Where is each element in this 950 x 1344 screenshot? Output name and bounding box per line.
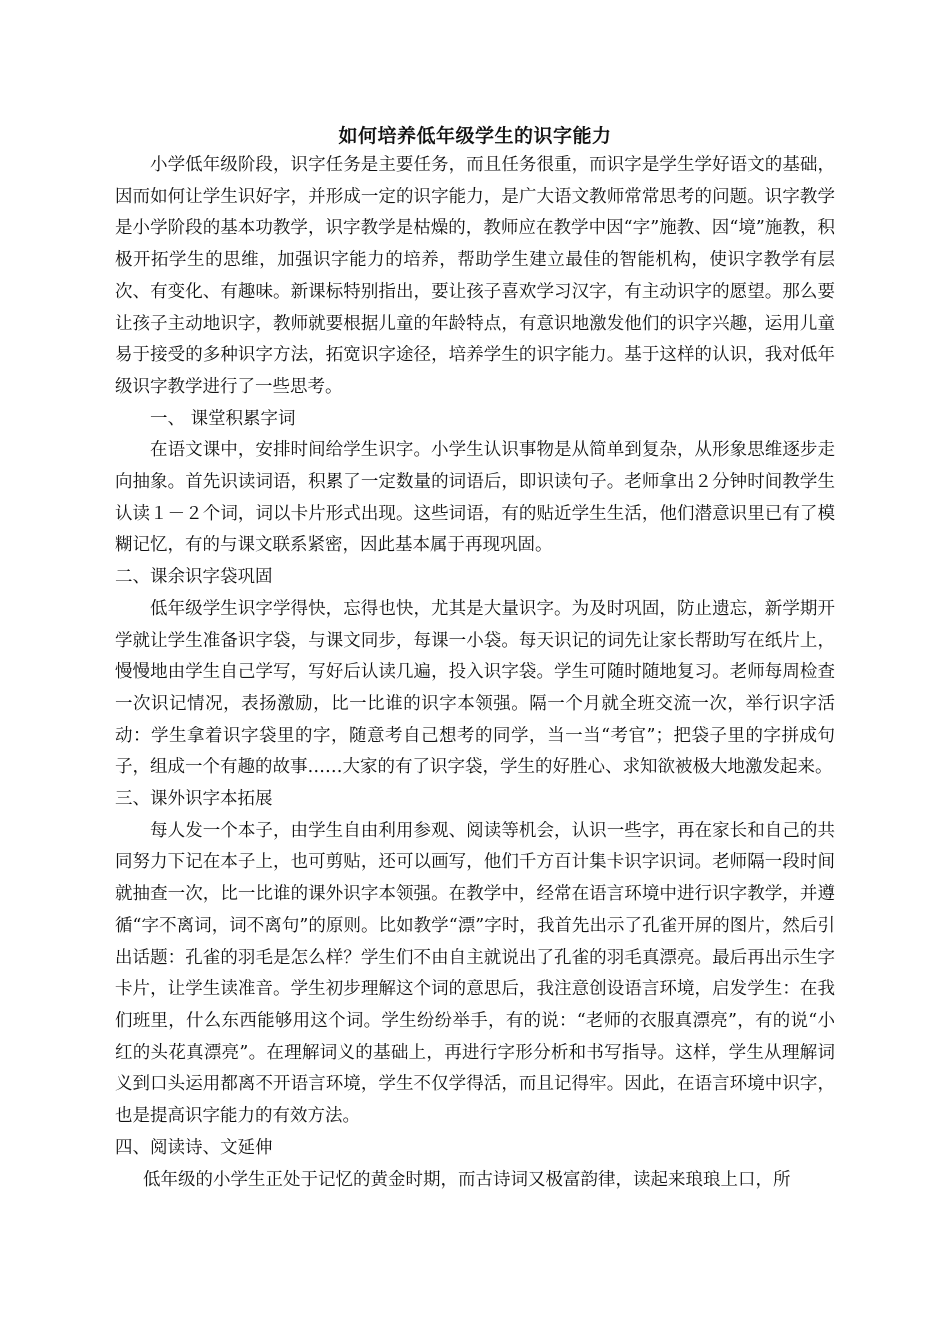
document-title: 如何培养低年级学生的识字能力: [338, 125, 612, 147]
intro-paragraph: 小学低年级阶段，识字任务是主要任务，而且任务很重，而识字是学生学好语文的基础，因而如何让学生识好字，并形成一定的识字能力，是广大语文教师常常思考的问题。识字教学是小学阶段的基本功教学，识字教学是枯燥的，教师应在教学中因“字”施教、因“境”施教，积极开拓学生的思维，加强识字能力的培养，帮助学生建立最佳的智能机构，使识字教学有层次、有变化、有趣味。新课标特别指出，要让孩子喜欢学习汉字，有主动识字的愿望。那么要让孩子主动地识字，教师就要根据儿童的年龄特点，有意识地激发他们的识字兴趣，运用儿童易于接受的多种识字方法，拓宽识字途径，培养学生的识字能力。基于这样的认识，我对低年级识字教学进行了一些思考。: [115, 155, 835, 397]
section-body-4: 低年级的小学生正处于记忆的黄金时期，而古诗词又极富韵律，读起来琅琅上口，所: [143, 1169, 791, 1190]
section-heading-3: 三、课外识字本拓展: [115, 789, 273, 810]
section-heading-1: 一、 课堂积累字词: [150, 408, 296, 429]
section-body-3: 每人发一个本子，由学生自由利用参观、阅读等机会，认识一些字，再在家长和自己的共同努力下记在本子上，也可剪贴，还可以画写，他们千方百计集卡识字识词。老师隔一段时间就抽查一次，比一比谁的课外识字本领强。在教学中，经常在语言环境中进行识字教学，并遵循“字不离词，词不离句”的原则。比如教学“漂”字时，我首先出示了孔雀开屏的图片，然后引出话题：孔雀的羽毛是怎么样？学生们不由自主就说出了孔雀的羽毛真漂亮。最后再出示生字卡片，让学生读准音。学生初步理解这个词的意思后，我注意创设语言环境，启发学生：在我们班里，什么东西能够用这个词。学生纷纷举手，有的说：“老师的衣服真漂亮”，有的说“小红的头花真漂亮”。在理解词义的基础上，再进行字形分析和书写指导。这样，学生从理解词义到口头运用都离不开语言环境，学生不仅学得活，而且记得牢。因此，在语言环境中识字，也是提高识字能力的有效方法。: [115, 820, 835, 1127]
section-body-1: 在语文课中，安排时间给学生识字。小学生认识事物是从简单到复杂，从形象思维逐步走向抽象。首先识读词语，积累了一定数量的词语后，即识读句子。老师拿出２分钟时间教学生认读１－２个词，词以卡片形式出现。这些词语，有的贴近学生生活，他们潜意识里已有了模糊记忆，有的与课文联系紧密，因此基本属于再现巩固。: [115, 440, 835, 556]
document-body: [115, 150, 835, 1196]
section-heading-2: 二、课余识字袋巩固: [115, 567, 273, 588]
section-body-2: 低年级学生识字学得快，忘得也快，尤其是大量识字。为及时巩固，防止遗忘，新学期开学就让学生准备识字袋，与课文同步，每课一小袋。每天识记的词先让家长帮助写在纸片上，慢慢地由学生自己学写，写好后认读几遍，投入识字袋。学生可随时随地复习。老师每周检查一次识记情况，表扬激励，比一比谁的识字本领强。隔一个月就全班交流一次，举行识字活动：学生拿着识字袋里的字，随意考自己想考的同学，当一当“考官”；把袋子里的字拼成句子，组成一个有趣的故事……大家的有了识字袋，学生的好胜心、求知欲被极大地激发起来。: [115, 598, 835, 778]
section-heading-4: 四、阅读诗、文延伸: [115, 1137, 273, 1158]
